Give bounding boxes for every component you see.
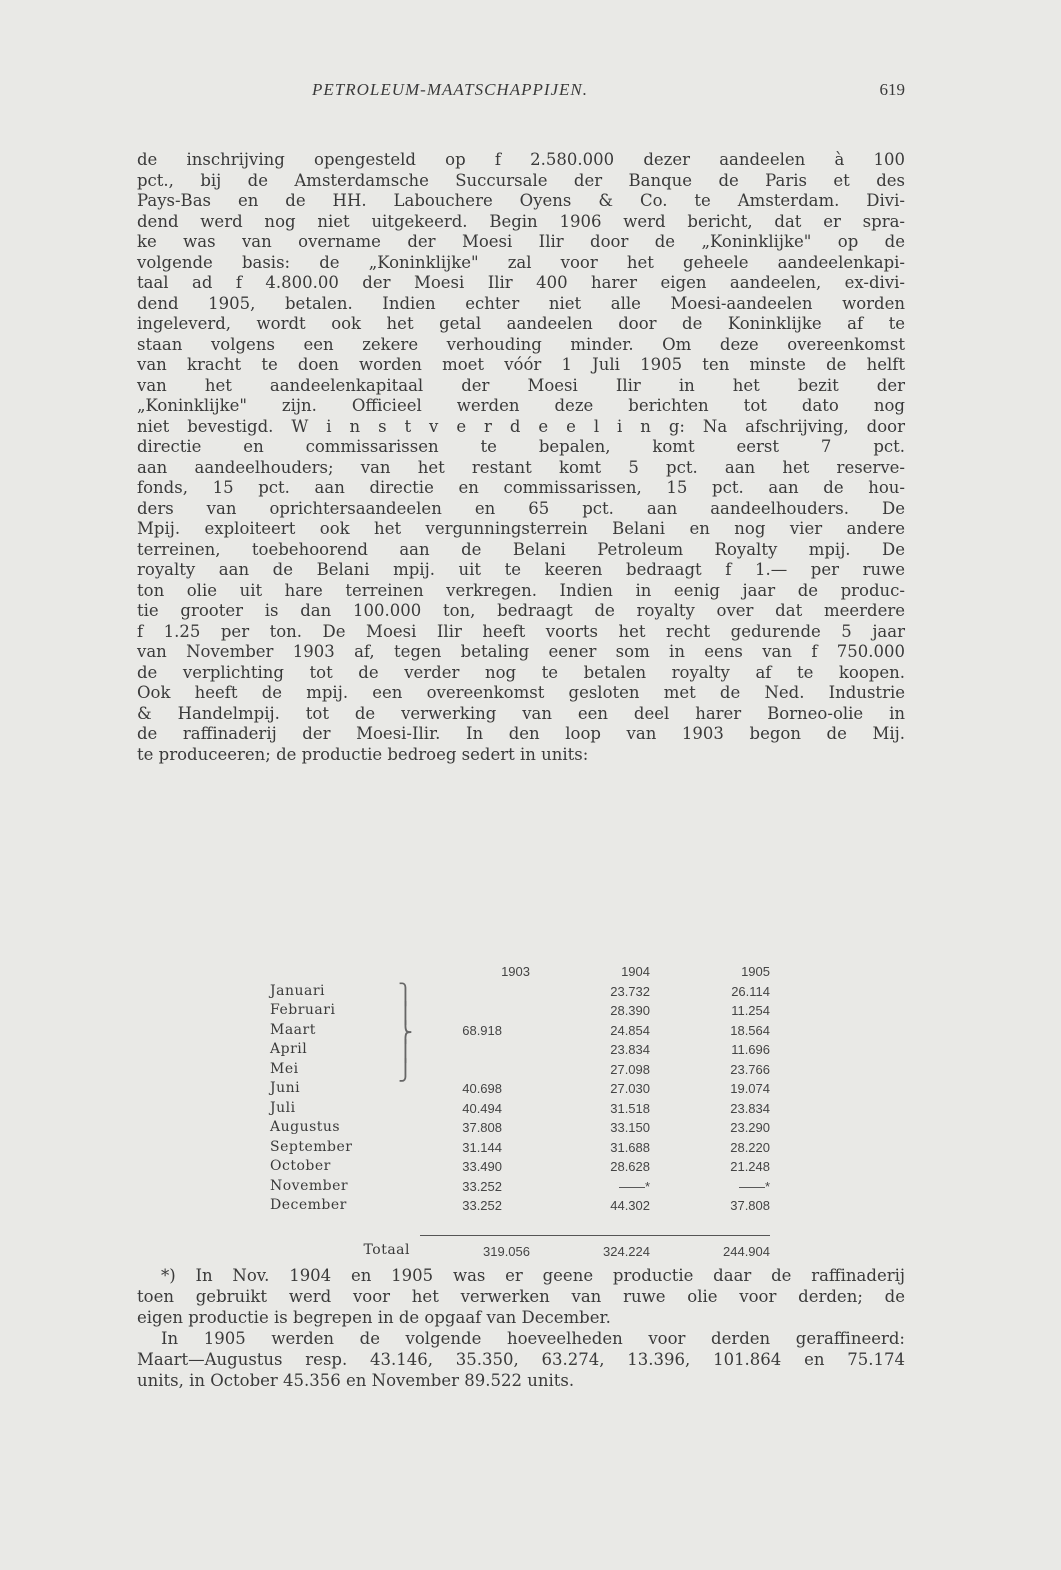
month-cell: December <box>270 1197 347 1213</box>
total-rule <box>270 1216 770 1236</box>
text-line: & Handelmpij. tot de verwerking van een deel harer Borneo-olie in <box>137 703 905 723</box>
text-line: dend werd nog niet uitgekeerd. Begin 1906 werd bericht, dat er spra- <box>137 211 905 231</box>
month-cell: Juli <box>270 1099 296 1116</box>
text-line: de raffinaderij der Moesi-Ilir. In den loop van 1903 begon de Mij. <box>137 724 905 743</box>
total-1904: 324.224 <box>603 1243 650 1259</box>
text-line: de inschrijving opengesteld op f 2.580.000 dezer aandeelen à 100 <box>137 150 905 169</box>
month-cell: April <box>270 1041 308 1057</box>
value-1903: 31.144 <box>462 1139 502 1155</box>
col-header-1903: 1903 <box>501 964 530 979</box>
footnote-line: *) In Nov. 1904 en 1905 was er geene productie daar de raffinaderij <box>161 1266 905 1285</box>
text-line: Ook heeft de mpij. een overeenkomst gesloten met de Ned. Industrie <box>137 683 905 702</box>
value-1905: 28.220 <box>730 1139 770 1155</box>
value-1905: 23.766 <box>730 1061 770 1077</box>
value-1903: 40.698 <box>462 1081 502 1096</box>
value-1905: 26.114 <box>731 983 770 999</box>
table-row <box>270 1099 770 1119</box>
footnote <box>137 1266 905 1392</box>
value-1904: 24.854 <box>610 1022 650 1038</box>
production-table <box>270 962 770 1261</box>
value-1904: 28.628 <box>610 1159 650 1174</box>
text-line: directie en commissarissen te bepalen, komt eerst 7 pct. <box>137 437 905 456</box>
text-line: niet bevestigd. W i n s t v e r d e e l i n g: Na afschrijving, door <box>137 416 905 436</box>
footnote-line: Maart—Augustus resp. 43.146, 35.350, 63.274, 13.396, 101.864 en 75.174 <box>137 1350 905 1369</box>
value-1904: ——* <box>618 1178 650 1194</box>
value-1904: 23.732 <box>610 983 650 999</box>
col-header-1904: 1904 <box>621 964 650 979</box>
month-cell: October <box>270 1158 331 1174</box>
table-row <box>270 1118 770 1138</box>
value-1905: ——* <box>738 1178 770 1194</box>
total-1903: 319.056 <box>483 1243 530 1259</box>
total-row <box>270 1235 770 1261</box>
value-1904: 27.030 <box>610 1081 650 1096</box>
text-line: ingeleverd, wordt ook het getal aandeelen door de Koninklijke af te <box>137 314 905 333</box>
value-1903 <box>420 1060 530 1080</box>
month-cell: Maart <box>270 1021 316 1038</box>
text-line: van het aandeelenkapitaal der Moesi Ilir in het bezit der <box>137 375 905 395</box>
value-1903: 33.490 <box>462 1159 502 1174</box>
value-1904: 23.834 <box>610 1042 650 1057</box>
value-1903 <box>420 982 530 1002</box>
text-line: staan volgens een zekere verhouding minder. Om deze overeenkomst <box>137 334 905 354</box>
value-1903: 37.808 <box>462 1120 502 1135</box>
text-line: de verplichting tot de verder nog te betalen royalty af te koopen. <box>137 662 905 682</box>
body-text <box>137 150 905 765</box>
table-row <box>270 1177 770 1197</box>
value-1905: 23.290 <box>730 1120 770 1135</box>
table-row <box>270 982 770 1002</box>
col-header-1905: 1905 <box>741 964 770 979</box>
total-1905: 244.904 <box>723 1243 770 1259</box>
table-row <box>270 1040 770 1060</box>
value-1904: 28.390 <box>610 1003 650 1018</box>
value-1905: 19.074 <box>730 1081 770 1096</box>
text-line: „Koninklijke" zijn. Officieel werden deze berichten tot dato nog <box>137 396 905 415</box>
value-1904: 27.098 <box>610 1061 650 1077</box>
table-row <box>270 1157 770 1177</box>
text-line: dend 1905, betalen. Indien echter niet alle Moesi-aandeelen worden <box>137 293 905 313</box>
table-row <box>270 1021 770 1041</box>
value-1903 <box>420 1001 530 1021</box>
text-line: terreinen, toebehoorend aan de Belani Petroleum Royalty mpij. De <box>137 539 905 559</box>
text-line: aan aandeelhouders; van het restant komt 5 pct. aan het reserve- <box>137 457 905 477</box>
page-header <box>137 80 905 104</box>
month-cell: November <box>270 1177 349 1194</box>
total-label: Totaal <box>363 1242 410 1259</box>
month-cell: Januari <box>270 982 326 999</box>
page-number: 619 <box>879 80 905 99</box>
footnote-line: units, in October 45.356 en November 89.522 units. <box>137 1371 575 1390</box>
value-1903: 40.494 <box>462 1100 502 1116</box>
value-1903: 33.252 <box>462 1198 502 1213</box>
footnote-line: eigen productie is begrepen in de opgaaf van December. <box>137 1308 611 1327</box>
month-cell: September <box>270 1138 353 1155</box>
month-cell: Juni <box>270 1080 301 1096</box>
text-line: ders van oprichtersaandeelen en 65 pct. aan aandeelhouders. De <box>137 498 905 518</box>
text-line: te produceeren; de productie bedroeg sedert in units: <box>137 744 589 764</box>
text-line: pct., bij de Amsterdamsche Succursale der Banque de Paris et des <box>137 170 905 190</box>
value-1903 <box>420 1040 530 1060</box>
value-1905: 37.808 <box>730 1198 770 1213</box>
value-1905: 11.696 <box>731 1042 770 1057</box>
table-row <box>270 1001 770 1021</box>
brace-bracket: ⎫ ⎪ ⎬ ⎪ ⎭ <box>398 982 413 1082</box>
text-line: taal ad f 4.800.00 der Moesi Ilir 400 harer eigen aandeelen, ex-divi- <box>137 273 905 292</box>
running-title: PETROLEUM-MAATSCHAPPIJEN. <box>312 80 589 99</box>
month-cell: Mei <box>270 1060 299 1077</box>
value-1905: 11.254 <box>731 1003 770 1018</box>
value-1905: 23.834 <box>730 1100 770 1116</box>
table-row <box>270 1079 770 1099</box>
text-line: ke was van overname der Moesi Ilir door de „Koninklijke" op de <box>137 232 905 251</box>
footnote-line: In 1905 werden de volgende hoeveelheden voor derden geraffineerd: <box>161 1329 905 1348</box>
value-1905: 21.248 <box>730 1159 770 1174</box>
value-1905: 18.564 <box>730 1022 770 1038</box>
month-cell: Februari <box>270 1002 336 1018</box>
table-header-row <box>270 962 770 982</box>
value-1904: 31.688 <box>610 1139 650 1155</box>
value-1903: 68.918 <box>462 1022 502 1038</box>
value-1904: 33.150 <box>610 1120 650 1135</box>
text-line: Mpij. exploiteert ook het vergunningsterrein Belani en nog vier andere <box>137 519 905 538</box>
table-row <box>270 1060 770 1080</box>
value-1904: 31.518 <box>610 1100 650 1116</box>
table-row <box>270 1138 770 1158</box>
text-line: Pays-Bas en de HH. Labouchere Oyens & Co. te Amsterdam. Divi- <box>137 191 905 210</box>
text-line: royalty aan de Belani mpij. uit te keeren bedraagt f 1.— per ruwe <box>137 560 905 579</box>
text-line: f 1.25 per ton. De Moesi Ilir heeft voorts het recht gedurende 5 jaar <box>137 621 905 641</box>
text-line: fonds, 15 pct. aan directie en commissarissen, 15 pct. aan de hou- <box>137 478 905 497</box>
text-line: tie grooter is dan 100.000 ton, bedraagt de royalty over dat meerdere <box>137 601 905 620</box>
footnote-line: toen gebruikt werd voor het verwerken van ruwe olie voor derden; de <box>137 1287 905 1306</box>
text-line: van kracht te doen worden moet vóór 1 Juli 1905 ten minste de helft <box>137 355 905 374</box>
month-cell: Augustus <box>270 1119 341 1135</box>
text-line: volgende basis: de „Koninklijke" zal voor het geheele aandeelenkapi- <box>137 252 905 272</box>
table-row <box>270 1196 770 1216</box>
value-1904: 44.302 <box>610 1198 650 1213</box>
value-1903: 33.252 <box>462 1178 502 1194</box>
text-line: van November 1903 af, tegen betaling eener som in eens van f 750.000 <box>137 642 905 661</box>
text-line: ton olie uit hare terreinen verkregen. Indien in eenig jaar de produc- <box>137 580 905 600</box>
